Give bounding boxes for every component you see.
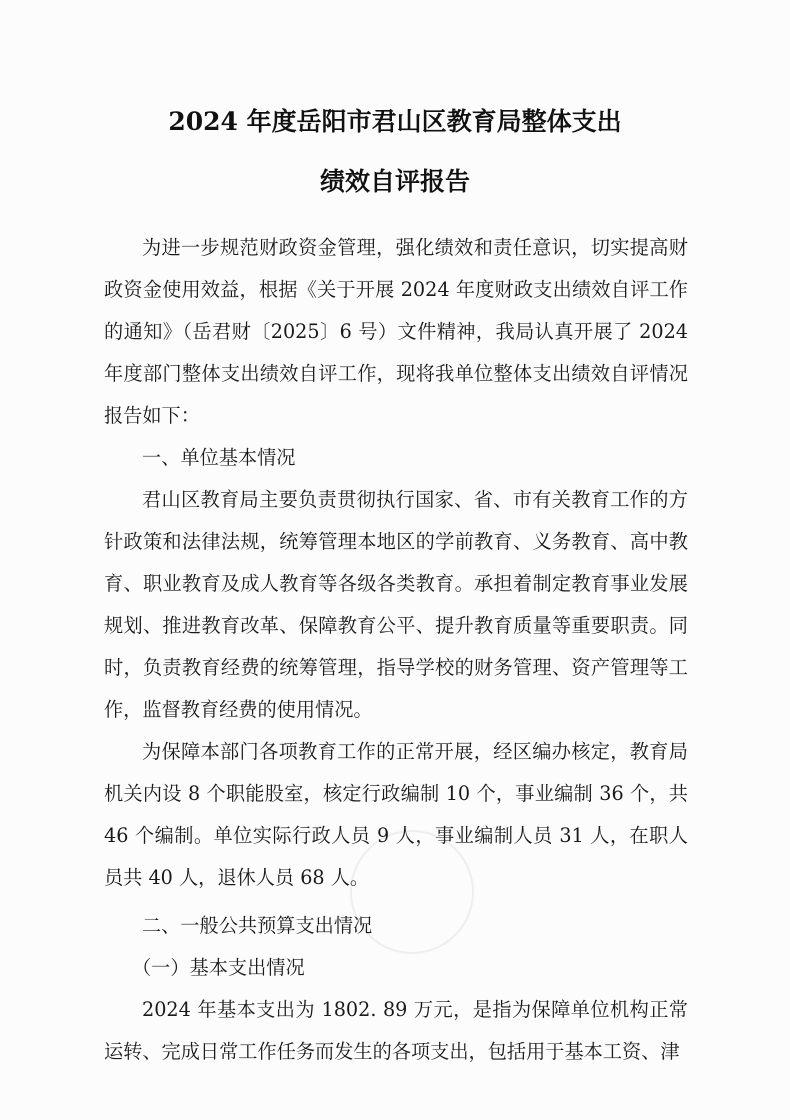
section-1-paragraph-1: 君山区教育局主要负责贯彻执行国家、省、市有关教育工作的方针政策和法律法规，统筹管理本地区的学前教育、义务教育、高中教育、职业教育及成人教育等各级各类教育。承担着制定教育事业发展规划、推进教育改革、保障教育公平、提升教育质量等重要职责。同时，负责教育经费的统筹管理，指导学校的财务管理、资产管理等工作，监督教育经费的使用情况。 [104,488,688,721]
section-2-subsection-1-heading: （一）基本支出情况 [132,956,305,979]
document-title-line-2: 绩效自评报告 [319,167,470,196]
document-title-line-1: 2024 年度岳阳市君山区教育局整体支出 [168,107,622,136]
document-body [104,227,688,1073]
intro-paragraph: 为进一步规范财政资金管理，强化绩效和责任意识，切实提高财政资金使用效益，根据《关于开展 2024 年度财政支出绩效自评工作的通知》（岳君财〔2025〕6 号）文件精神，我局认真开展了 2024 年度部门整体支出绩效自评工作，现将我单位整体支出绩效自评情况报告如下： [104,236,688,427]
section-1-heading: 一、单位基本情况 [142,446,296,469]
section-1-paragraph-2: 为保障本部门各项教育工作的正常开展，经区编办核定，教育局机关内设 8 个职能股室，核定行政编制 10 个，事业编制 36 个，共 46 个编制。单位实际行政人员 9 人，事业编制人员 31 人，在职人员共 40 人，退休人员 68 人。 [104,740,688,889]
section-2-heading: 二、一般公共预算支出情况 [142,914,373,937]
section-2-subsection-1-paragraph: 2024 年基本支出为 1802. 89 万元，是指为保障单位机构正常运转、完成日常工作任务而发生的各项支出，包括用于基本工资、津 [104,998,688,1063]
